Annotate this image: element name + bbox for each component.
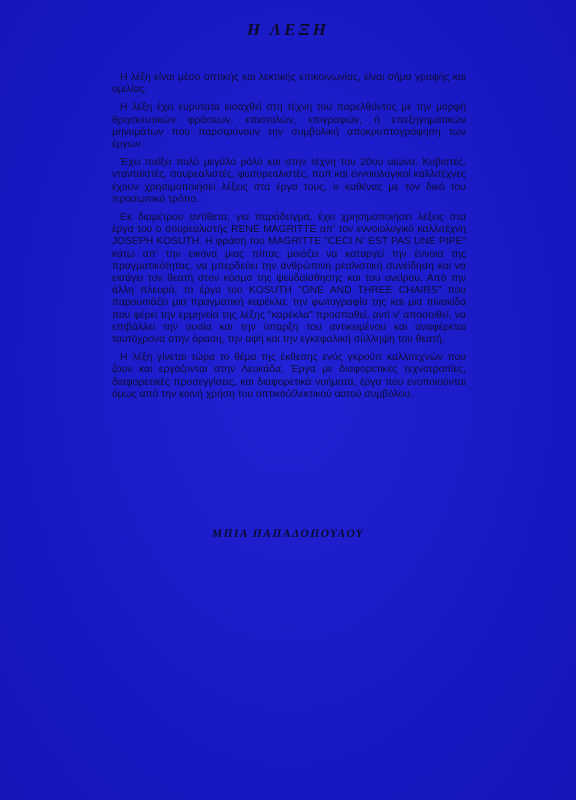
paragraph-1: Η λέξη είναι μέσο οπτικής και λεκτικής επικοινωνίας, είναι σήμα γραφής και ομιλίας. xyxy=(112,72,466,96)
author-signature: ΜΠΙΑ ΠΑΠΑΔΟΠΟΥΛΟΥ xyxy=(211,528,365,540)
paragraph-3: Έχει παίξει πολύ μεγάλο ρόλο και στην τέχνη του 20ου αιώνα. Κυβιστές, ντανταϊστές, σουρεαλιστές, φωτορεαλιστές, ποπ και εννοιολογικοί καλλιτέχνες έχουν χρησιμοποιήσει λέξεις στα έργα τους, ο καθένας με τον δικό του προσωπικό τρόπο. xyxy=(112,157,466,205)
paragraph-5: Η λέξη γίνεται τώρα το θέμα της έκθεσης ενός γκρούπ καλλιτεχνών που ζουν και εργάζονται στην Λευκάδα. Έργα με διαφορετικές τεχνοτροπίες, διαφορετικές προσεγγίσεις, και διαφορετικά νοήματα, έργα που ενοποιούνται όμως από την κοινή χρήση του οπτικού/λεκτικού αυτού συμβόλου. xyxy=(112,352,466,400)
page-title: Η ΛΕΞΗ xyxy=(247,20,329,39)
paragraph-4: Εκ διαμέτρου αντίθετα, για παράδειγμα, έχει χρησιμοποιήσει λέξεις στα έργα του ο σουρεαλιστής RENE MAGRITTE απ' τον εννοιολογικό καλλιτέχνη JOSEPH KOSUTH. Η φράση του MAGRITTE "CECI N' EST PAS UNE PIPE" κάτω απ' την εικόνα μιας πίπας μοιάζει να καταργεί την έννοια της πραγματικότητας, να μπερδεύει την ανθρώπινη ρεαλιστική συνείδηση και να εισάγει τον θεατή στον κόσμο της ψευδαίσθησης και του ονείρου. Από την άλλη πλευρά, το έργο του KOSUTH "ONE AND THREE CHAIRS" που παρουσιάζει μια πραγματική καρέκλα, την φωτογραφία της και μια πινακίδα που φέρει την ερμηνεία της λέξης "καρέκλα" προσπαθεί, αντί ν' αποσοιθεί, να επιβάλλει την ουσία και την ύπαρξη του αντικειμένου και αναφέρεται ταυτόχρονα στην όραση, την αφή και την εγκεφαλική σύλληψη του θεατή. xyxy=(112,212,466,346)
article-body xyxy=(112,72,466,407)
paragraph-2: Η λέξη έχει ευρύτατα εισαχθεί στη τέχνη του παρελθόντος με την μορφή θρησκευτικών φράσεων, επιστολών, επιγραφών, ή επεξηγηματικών μηνυμάτων που παροτρύνουν την συμβολική αποκρυπτογράφηση των έργων. xyxy=(112,102,466,151)
